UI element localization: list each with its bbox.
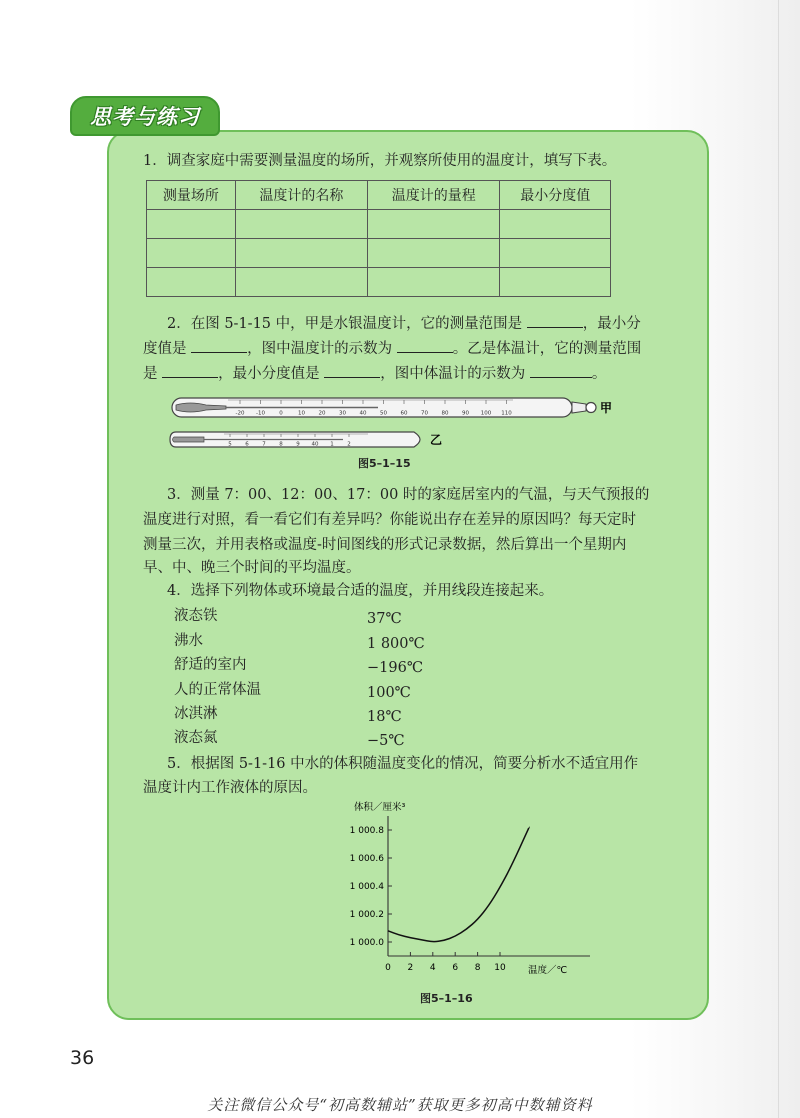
clinical-thermometer	[170, 432, 420, 448]
q4-item[interactable]: 人的正常体温	[174, 682, 261, 698]
table-cell[interactable]	[368, 210, 500, 239]
x-tick-label: 4	[429, 963, 436, 973]
table-row	[147, 268, 611, 297]
table-cell[interactable]	[147, 210, 236, 239]
table-header-cell: 最小分度值	[500, 181, 611, 210]
answer-blank[interactable]	[324, 376, 380, 378]
q4-temp[interactable]: 18℃	[367, 709, 402, 725]
section-tab-label: 思考与练习	[90, 105, 200, 129]
answer-blank[interactable]	[162, 376, 218, 378]
table-cell[interactable]	[147, 239, 236, 268]
table-header-cell: 测量场所	[147, 181, 236, 210]
yi-tick-label: 1	[330, 441, 334, 448]
y-tick-label: 1 000.0	[349, 938, 384, 948]
section-tab	[70, 96, 220, 136]
q5-line2: 温度计内工作液体的原因。	[143, 780, 317, 796]
q3-line2: 温度进行对照，看一看它们有差异吗？你能说出存在差异的原因吗？每天定时	[143, 512, 636, 528]
jia-tick-label: 20	[318, 410, 326, 417]
table-cell[interactable]	[235, 239, 367, 268]
q2-line3	[143, 363, 606, 386]
yi-tick-label: 7	[262, 441, 266, 448]
q5-line1: 5．根据图 5-1-16 中水的体积随温度变化的情况，简要分析水不适宜用作	[167, 756, 639, 772]
yi-tick-label: 6	[245, 441, 249, 448]
q2-text: ，图中温度计的示数为	[247, 341, 393, 357]
jia-tick-label: 90	[462, 410, 469, 417]
yi-tick-label: 9	[296, 441, 300, 448]
mercury-thermometer	[172, 398, 596, 417]
q2-line1	[167, 313, 641, 336]
jia-tick-label: 60	[400, 410, 408, 417]
jia-tick-label: 30	[339, 410, 346, 417]
q2-text: 。	[591, 366, 607, 382]
footer-note: 关注微信公众号“初高数辅站”获取更多初高中数辅资料	[207, 1096, 593, 1114]
yi-tick-label: 2	[347, 441, 351, 448]
table-cell[interactable]	[235, 210, 367, 239]
table-header-row	[147, 181, 611, 210]
x-tick-label: 8	[474, 963, 481, 973]
yi-tick-label: 40	[311, 441, 319, 448]
q4-item[interactable]: 液态氮	[174, 730, 218, 746]
y-tick-label: 1 000.6	[349, 854, 384, 864]
q4-intro: 4．选择下列物体或环境最合适的温度，并用线段连接起来。	[167, 583, 554, 599]
jia-tick-label: 50	[380, 410, 387, 417]
q4-item[interactable]: 冰淇淋	[174, 706, 218, 722]
figure16-caption: 图5–1–16	[420, 992, 473, 1005]
jia-tick-label: 110	[501, 410, 512, 417]
volume-temperature-chart	[340, 798, 600, 982]
jia-tick-label: 40	[359, 410, 367, 417]
y-tick-label: 1 000.8	[349, 826, 384, 836]
q4-temp[interactable]: 100℃	[367, 685, 411, 701]
jia-tick-label: 80	[441, 410, 449, 417]
table-header-cell: 温度计的量程	[368, 181, 500, 210]
chart-xlabel: 温度／℃	[528, 965, 568, 976]
q3-line3: 测量三次，并用表格或温度-时间图线的形式记录数据，然后算出一个星期内	[143, 537, 627, 553]
jia-tick-label: -10	[256, 410, 265, 417]
q2-text: 。乙是体温计，它的测量范围	[452, 341, 642, 357]
table-cell[interactable]	[500, 210, 611, 239]
q4-temp[interactable]: −5℃	[367, 733, 405, 749]
volume-curve	[388, 827, 529, 941]
x-tick-label: 2	[407, 963, 414, 973]
figure15-caption: 图5–1–15	[358, 457, 411, 470]
yi-tick-label: 8	[279, 441, 283, 448]
x-tick-label: 6	[452, 963, 459, 973]
q2-text: ，图中体温计的示数为	[380, 366, 526, 382]
jia-tick-label: 0	[279, 410, 283, 417]
table-cell[interactable]	[235, 268, 367, 297]
answer-blank[interactable]	[397, 351, 453, 353]
q2-text: 度值是	[143, 341, 187, 357]
answer-blank[interactable]	[191, 351, 247, 353]
chart-ylabel: 体积／厘米³	[354, 802, 406, 813]
jia-tick-label: 10	[298, 410, 305, 417]
q4-item[interactable]: 舒适的室内	[174, 657, 247, 673]
x-tick-label: 10	[494, 963, 506, 973]
jia-tick-label: 100	[480, 410, 492, 417]
yi-tick-label: 5	[228, 441, 232, 448]
q3-line1: 3．测量 7：00、12：00、17：00 时的家庭居室内的气温，与天气预报的	[167, 487, 650, 503]
q4-temp[interactable]: 1 800℃	[367, 636, 425, 652]
label-jia: 甲	[600, 401, 613, 415]
label-yi: 乙	[430, 433, 443, 447]
q1-text: 1．调查家庭中需要测量温度的场所，并观察所使用的温度计，填写下表。	[143, 153, 617, 169]
q2-text: ，最小分度值是	[218, 366, 320, 382]
table-row	[147, 239, 611, 268]
answer-blank[interactable]	[527, 326, 583, 328]
survey-table	[146, 180, 611, 297]
table-cell[interactable]	[500, 268, 611, 297]
q4-temp[interactable]: 37℃	[367, 611, 402, 627]
x-tick-label: 0	[385, 963, 391, 973]
answer-blank[interactable]	[530, 376, 592, 378]
jia-tick-label: -20	[235, 410, 245, 417]
q2-text: ，最小分	[582, 316, 641, 332]
table-cell[interactable]	[500, 239, 611, 268]
q4-temp[interactable]: −196℃	[367, 660, 424, 676]
q4-item[interactable]: 沸水	[174, 633, 203, 649]
q4-item[interactable]: 液态铁	[174, 608, 218, 624]
table-cell[interactable]	[368, 268, 500, 297]
table-header-cell: 温度计的名称	[235, 181, 367, 210]
q3-line4: 早、中、晚三个时间的平均温度。	[143, 560, 361, 576]
jia-tick-label: 70	[421, 410, 428, 417]
q2-line2	[143, 338, 641, 361]
page-fold-line	[778, 0, 779, 1118]
table-row	[147, 210, 611, 239]
page-number: 36	[70, 1047, 95, 1069]
y-tick-label: 1 000.2	[349, 910, 384, 920]
table-cell[interactable]	[368, 239, 500, 268]
table-cell[interactable]	[147, 268, 236, 297]
q2-text: 是	[143, 366, 158, 382]
q2-text: 2．在图 5-1-15 中，甲是水银温度计，它的测量范围是	[167, 316, 523, 332]
y-tick-label: 1 000.4	[349, 882, 384, 892]
